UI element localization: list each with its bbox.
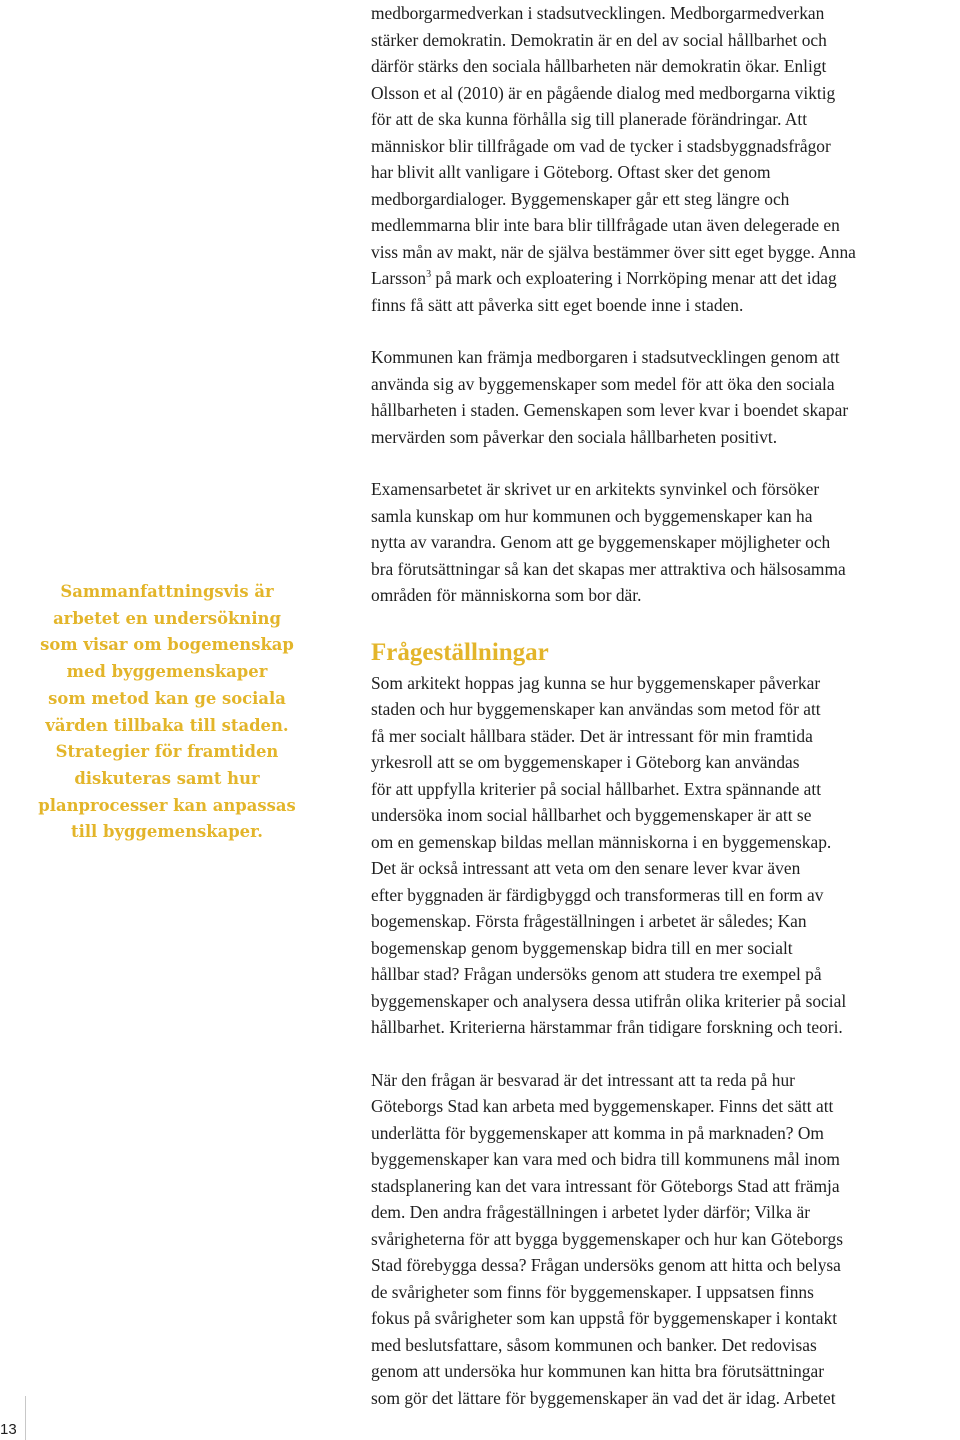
text-line: stadsplanering kan det vara intressant för Göteborgs Stad att främja bbox=[371, 1175, 840, 1196]
page-number: 13 bbox=[0, 1421, 17, 1438]
text-line: Göteborgs Stad kan arbeta med byggemenskaper. Finns det sätt att bbox=[371, 1096, 834, 1116]
text-line: bogemenskap. Första frågeställningen i arbetet är således; Kan bbox=[371, 911, 807, 931]
pull-quote-line: planprocesser kan anpassas bbox=[38, 795, 296, 815]
pull-quote-line: som visar om bogemenskap bbox=[40, 635, 294, 655]
page-edge-divider bbox=[25, 1396, 26, 1440]
text-line: människor blir tillfrågade om vad de tycker i stadsbyggnadsfrågor bbox=[371, 135, 831, 156]
text-line: byggemenskaper och analysera dessa utifrån olika kriterier på social bbox=[371, 990, 847, 1011]
text-line: mervärden som påverkar den sociala hållbarheten positivt. bbox=[371, 426, 778, 447]
paragraph-medborgarmedverkan bbox=[371, 0, 956, 318]
text-line: har blivit allt vanligare i Göteborg. Oftast sker det genom bbox=[371, 162, 771, 182]
text-line: stärker demokratin. Demokratin är en del av social hållbarhet och bbox=[371, 29, 827, 50]
text-line: för att de ska kunna förhålla sig till planerade förändringar. Att bbox=[371, 109, 808, 129]
text-line: medlemmarna blir inte bara blir tillfrågade utan även delegerade en bbox=[371, 215, 840, 235]
text-line: efter byggnaden är färdigbyggd och transformeras till en form av bbox=[371, 884, 824, 905]
paragraph-examensarbetet bbox=[371, 476, 956, 609]
pull-quote-line: med byggemenskaper bbox=[66, 662, 268, 682]
pull-quote-line: värden tillbaka till staden. bbox=[45, 715, 289, 735]
text-line: med beslutsfattare, såsom kommunen och banker. Det redovisas bbox=[371, 1334, 817, 1355]
text-line: Olsson et al (2010) är en pågående dialog med medborgarna viktig bbox=[371, 82, 836, 103]
pull-quote-line: Strategier för framtiden bbox=[55, 742, 279, 762]
text-line: Det är också intressant att veta om den senare lever kvar även bbox=[371, 858, 801, 878]
paragraph-kommunen bbox=[371, 344, 956, 450]
text-line-with-footnote bbox=[371, 265, 956, 292]
text-line: hållbarheten i staden. Gemenskapen som lever kvar i boendet skapar bbox=[371, 400, 849, 420]
text-line: undersöka inom social hållbarhet och byggemenskaper är att se bbox=[371, 805, 812, 825]
text-line: hållbar stad? Frågan undersöks genom att studera tre exempel på bbox=[371, 964, 822, 984]
text-line: områden för människorna som bor där. bbox=[371, 585, 642, 605]
text-line: yrkesroll att se om byggemenskaper i Göteborg kan användas bbox=[371, 752, 800, 772]
text-fragment: Larsson bbox=[371, 268, 427, 288]
text-fragment: på mark och exploatering i Norrköping menar att det idag bbox=[431, 268, 837, 288]
text-line: underlätta för byggemenskaper att komma in på marknaden? Om bbox=[371, 1122, 824, 1143]
text-line: därför stärks den sociala hållbarheten när demokratin ökar. Enligt bbox=[371, 56, 827, 76]
text-line: När den frågan är besvarad är det intressant att ta reda på hur bbox=[371, 1069, 795, 1090]
text-line: samla kunskap om hur kommunen och byggemenskaper kan ha bbox=[371, 505, 813, 526]
text-line: fokus på svårigheter som kan uppstå för byggemenskaper i kontakt bbox=[371, 1308, 838, 1328]
text-line: genom att undersöka hur kommunen kan hitta bra förutsättningar bbox=[371, 1361, 825, 1381]
pull-quote bbox=[28, 579, 306, 846]
text-line: dem. Den andra frågeställningen i arbetet lyder därför; Vilka är bbox=[371, 1202, 811, 1222]
text-line: få mer socialt hållbara städer. Det är intressant för min framtida bbox=[371, 725, 813, 746]
pull-quote-line: diskuteras samt hur bbox=[74, 768, 260, 788]
section-heading: Frågeställningar bbox=[371, 638, 549, 666]
text-line: finns få sätt att påverka sitt eget boende inne i staden. bbox=[371, 294, 744, 315]
text-line: Stad förebygga dessa? Frågan undersöks genom att hitta och belysa bbox=[371, 1255, 841, 1275]
pull-quote-line: som metod kan ge sociala bbox=[48, 688, 286, 708]
main-text-column bbox=[371, 0, 956, 1411]
text-line: bra förutsättningar så kan det skapas mer attraktiva och hälsosamma bbox=[371, 558, 846, 579]
text-line: Kommunen kan främja medborgaren i stadsutvecklingen genom att bbox=[371, 347, 840, 367]
text-line: medborgarmedverkan i stadsutvecklingen. Medborgarmedverkan bbox=[371, 3, 825, 23]
pull-quote-line: arbetet en undersökning bbox=[53, 608, 281, 628]
footnote-marker: 3 bbox=[426, 269, 432, 280]
paragraph-goteborg bbox=[371, 1067, 956, 1412]
text-line: som gör det lättare för byggemenskaper än vad det är idag. Arbetet bbox=[371, 1387, 836, 1408]
pull-quote-line: till byggemenskaper. bbox=[71, 822, 263, 842]
text-line: viss mån av makt, när de själva bestämmer över sitt eget bygge. Anna bbox=[371, 241, 856, 262]
text-line: medborgardialoger. Byggemenskaper går ett steg längre och bbox=[371, 188, 790, 209]
text-line: nytta av varandra. Genom att ge byggemenskaper möjligheter och bbox=[371, 532, 831, 552]
text-line: byggemenskaper kan vara med och bidra till kommunens mål inom bbox=[371, 1149, 840, 1169]
paragraph-arkitekt bbox=[371, 670, 956, 1041]
text-line: hållbarhet. Kriterierna härstammar från tidigare forskning och teori. bbox=[371, 1017, 843, 1037]
text-line: Examensarbetet är skrivet ur en arkitekts synvinkel och försöker bbox=[371, 479, 820, 499]
text-line: staden och hur byggemenskaper kan användas som metod för att bbox=[371, 699, 821, 719]
text-line: svårigheterna för att bygga byggemenskaper och hur kan Göteborgs bbox=[371, 1228, 843, 1249]
text-line: Som arkitekt hoppas jag kunna se hur byggemenskaper påverkar bbox=[371, 672, 821, 693]
text-line: om en gemenskap bildas mellan människorna i en byggemenskap. bbox=[371, 831, 832, 852]
text-line: de svårigheter som finns för byggemenskaper. I uppsatsen finns bbox=[371, 1281, 814, 1302]
text-line: använda sig av byggemenskaper som medel för att öka den sociala bbox=[371, 373, 835, 394]
text-line: bogemenskap genom byggemenskap bidra till en mer socialt bbox=[371, 937, 793, 958]
text-line: för att uppfylla kriterier på social hållbarhet. Extra spännande att bbox=[371, 778, 822, 799]
pull-quote-line: Sammanfattningsvis är bbox=[60, 582, 274, 601]
